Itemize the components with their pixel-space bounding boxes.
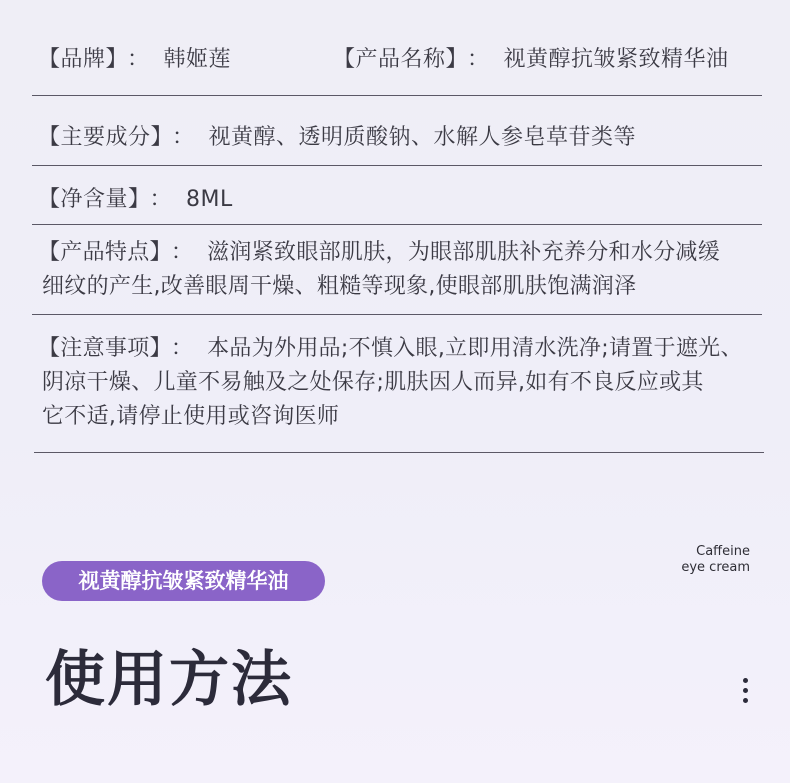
divider [32, 224, 762, 225]
volume-value: 8ML [186, 187, 233, 212]
notes-colon: ： [170, 336, 194, 361]
features-block [38, 236, 753, 304]
product-name-label: 【产品名称】 [333, 47, 458, 72]
divider [32, 165, 762, 166]
notes-label: 【注意事项】 [38, 336, 161, 361]
product-name-colon: ： [467, 47, 490, 72]
brand-label: 【品牌】 [38, 47, 118, 72]
section-title: 使用方法 [45, 645, 293, 715]
features-line2: 细纹的产生,改善眼周干燥、粗糙等现象,使眼部肌肤饱满润泽 [42, 274, 637, 299]
divider [34, 452, 764, 453]
volume-colon: ： [149, 187, 173, 212]
product-name-value: 视黄醇抗皱紧致精华油 [503, 47, 729, 72]
features-line1: 滋润紧致眼部肌肤，为眼部肌肤补充养分和水分减缓 [207, 240, 721, 265]
brand-row [38, 42, 231, 73]
notes-line2: 阴凉干燥、儿童不易触及之处保存;肌肤因人而异,如有不良反应或其 [42, 370, 704, 395]
ingredients-row [38, 120, 636, 151]
volume-label: 【净含量】 [38, 187, 140, 212]
features-colon: ： [170, 240, 194, 265]
vertical-dots-icon [740, 678, 752, 708]
notes-line3: 它不适,请停止使用或咨询医师 [42, 404, 340, 429]
ingredients-colon: ： [172, 125, 195, 150]
volume-row [38, 182, 233, 213]
divider [32, 314, 762, 315]
english-caption-line2: eye cream [681, 560, 750, 575]
ingredients-label: 【主要成分】 [38, 125, 163, 150]
product-name-row [333, 42, 729, 73]
ingredients-value: 视黄醇、透明质酸钠、水解人参皂草苷类等 [208, 125, 637, 150]
features-label: 【产品特点】 [38, 240, 161, 265]
product-pill: 视黄醇抗皱紧致精华油 [42, 561, 325, 601]
english-caption-line1: Caffeine [696, 544, 750, 559]
brand-value: 韩姬莲 [163, 47, 232, 72]
notes-line1: 本品为外用品;不慎入眼,立即用清水洗净;请置于遮光、 [207, 336, 743, 361]
notes-block [38, 332, 753, 434]
english-caption [681, 544, 750, 576]
divider [32, 95, 762, 96]
brand-colon: ： [127, 47, 150, 72]
